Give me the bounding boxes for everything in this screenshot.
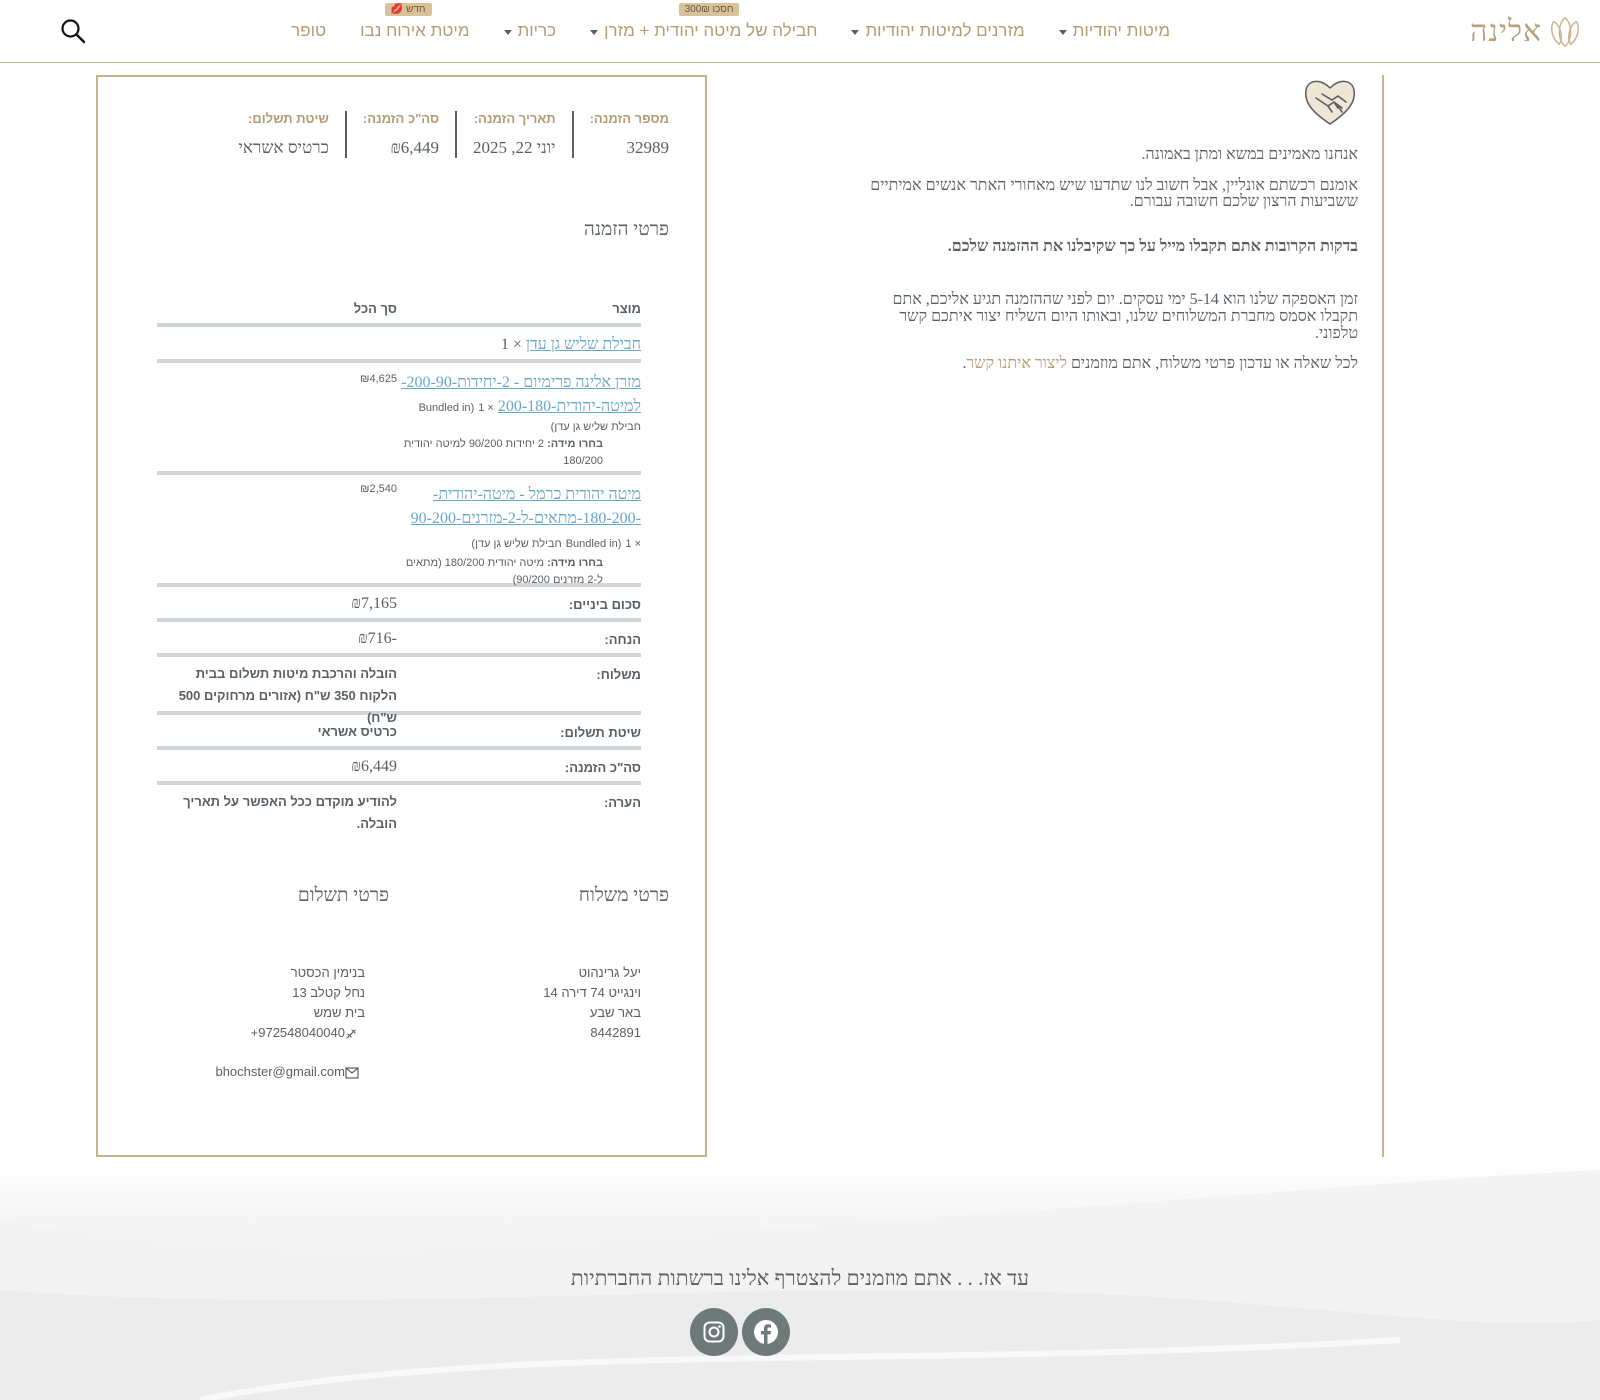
size-info bbox=[401, 436, 641, 470]
summary-total bbox=[157, 750, 641, 785]
intro-contact-note bbox=[858, 356, 1358, 373]
nav-jewish-beds[interactable] bbox=[1059, 21, 1170, 41]
bundled-in: (Bundled in bbox=[565, 538, 622, 550]
table-row bbox=[157, 475, 641, 587]
search-icon[interactable] bbox=[60, 18, 86, 44]
summary-label: משלוח: bbox=[596, 667, 641, 682]
order-total bbox=[345, 111, 455, 158]
billing-email: bhochster@gmail.com bbox=[215, 1064, 345, 1079]
summary-value: ₪7,165 bbox=[351, 595, 397, 612]
billing-email-row bbox=[215, 1062, 365, 1082]
bundle-name: חבילת שליש גן עדן) bbox=[471, 538, 562, 550]
envelope-icon bbox=[345, 1067, 359, 1079]
intro-line: אנחנו מאמינים במשא ומתן באמונה. bbox=[1141, 145, 1358, 163]
size-info bbox=[401, 555, 641, 589]
summary-value: כרטיס אשראי bbox=[317, 724, 397, 739]
product-link[interactable]: מיטה יהודית כרמל - מיטה-יהודית--180-200-מתאים-ל-2-מזרנים-90-200 bbox=[410, 486, 641, 527]
facebook-icon bbox=[753, 1319, 779, 1345]
summary-shipping bbox=[157, 657, 641, 725]
item-price: ₪2,540 bbox=[360, 483, 397, 495]
table-header bbox=[157, 293, 641, 327]
summary-note bbox=[157, 785, 641, 843]
intro-delivery-note: זמן האספקה שלנו הוא 5-14 ימי עסקים. יום לפני שההזמנה תגיע אליכם, אתם תקבלו אסמס מחברת המשלוחים שלנו, ובאותו היום השליח יצור איתכם קשר טלפוני. bbox=[892, 290, 1358, 342]
summary-label: סכום ביניים: bbox=[568, 597, 641, 612]
order-number bbox=[572, 111, 669, 158]
social-links bbox=[690, 1308, 790, 1356]
product-qty: × 1 bbox=[500, 336, 522, 353]
shipping-address bbox=[543, 963, 641, 1043]
nav-mattresses[interactable] bbox=[851, 21, 1024, 41]
summary-subtotal bbox=[157, 587, 641, 622]
billing-phone: +972548040040 bbox=[250, 1025, 345, 1040]
chevron-down-icon bbox=[1059, 30, 1067, 35]
billing-address bbox=[215, 963, 365, 1082]
bundle-name: חבילת שליש גן עדן) bbox=[550, 421, 641, 433]
billing-name: בנימין הכסטר bbox=[290, 965, 365, 980]
item-price: ₪4,625 bbox=[360, 373, 397, 385]
summary-value: ₪6,449 bbox=[351, 758, 397, 775]
intro-line: אומנם רכשתם אונליין, אבל חשוב לנו שתדעו שיש מאחורי האתר אנשים אמיתיים ששביעות הרצון שלכם חשובה עבורם. bbox=[870, 176, 1358, 211]
contact-link[interactable]: ליצור איתנו קשר bbox=[966, 355, 1067, 373]
summary-value: -₪716 bbox=[357, 630, 397, 647]
chevron-down-icon bbox=[504, 30, 512, 35]
col-product: מוצר bbox=[612, 301, 641, 316]
nav-bundle[interactable] bbox=[590, 4, 818, 41]
summary-label: סה"כ הזמנה: bbox=[564, 760, 641, 775]
meta-label: תאריך הזמנה: bbox=[473, 111, 556, 126]
order-details-title: פרטי הזמנה bbox=[583, 219, 669, 240]
size-label: בחרו מידה: bbox=[547, 557, 603, 569]
nav-label: מיטת אירוח נבו bbox=[360, 21, 470, 40]
bed-product bbox=[401, 483, 641, 589]
intro-email-note: בדקות הקרובות אתם תקבלו מייל על כך שקיבלנו את ההזמנה שלכם. bbox=[947, 238, 1358, 256]
nav-label: טופר bbox=[291, 21, 327, 40]
order-table bbox=[157, 293, 641, 843]
phone-icon bbox=[345, 1028, 359, 1040]
meta-label: מספר הזמנה: bbox=[589, 111, 669, 126]
shipping-street: וינגייט 74 דירה 14 bbox=[543, 985, 641, 1000]
shipping-name: יעל גרינהוט bbox=[578, 965, 641, 980]
meta-value: יוני 22, 2025 bbox=[473, 138, 556, 157]
logo-leaf-icon bbox=[1546, 14, 1584, 50]
site-footer bbox=[0, 1160, 1600, 1400]
size-value: 2 יחידות 90/200 למיטה יהודית 180/200 bbox=[403, 438, 603, 467]
nav-label: חבילה של מיטה יהודית + מזרן bbox=[604, 21, 818, 40]
chevron-down-icon bbox=[851, 30, 859, 35]
meta-label: שיטת תשלום: bbox=[248, 111, 329, 126]
meta-value: כרטיס אשראי bbox=[238, 138, 329, 157]
summary-label: הנחה: bbox=[604, 632, 641, 647]
summary-label: שיטת תשלום: bbox=[560, 725, 641, 740]
contact-prefix: לכל שאלה או עדכון פרטי משלוח, אתם מוזמנים bbox=[1066, 355, 1358, 373]
nav-label: מזרנים למיטות יהודיות bbox=[865, 21, 1025, 40]
nav-badge-new: חדש 💋 bbox=[385, 3, 432, 16]
payment-method bbox=[222, 111, 345, 158]
shipping-city: באר שבע bbox=[589, 1005, 641, 1020]
nav-label: כריות bbox=[517, 21, 557, 40]
billing-title: פרטי תשלום bbox=[297, 885, 389, 906]
thank-you-message bbox=[858, 76, 1358, 387]
summary-discount bbox=[157, 622, 641, 657]
nav-badge-save: חסכו 300₪ bbox=[679, 3, 740, 16]
product-link[interactable]: מזרן אלינה פרימיום - 2-יחידות-200-90-למיטה-יהודית-200-180 bbox=[401, 374, 641, 415]
bundle-product bbox=[157, 336, 641, 354]
table-row bbox=[157, 363, 641, 475]
contact-suffix: . bbox=[962, 355, 967, 373]
summary-payment bbox=[157, 715, 641, 750]
product-qty: × 1 bbox=[625, 538, 641, 550]
product-link[interactable]: חבילת שליש גן עדן bbox=[525, 336, 641, 353]
order-meta bbox=[222, 111, 669, 158]
billing-phone-row bbox=[215, 1023, 365, 1043]
summary-value: להודיע מוקדם ככל האפשר על תאריך הובלה. bbox=[183, 794, 397, 831]
order-date bbox=[455, 111, 572, 158]
site-header bbox=[0, 0, 1600, 63]
billing-street: נחל קטלב 13 bbox=[292, 985, 365, 1000]
meta-label: סה"כ הזמנה: bbox=[362, 111, 440, 126]
product-qty: × 1 bbox=[478, 402, 494, 414]
logo-text: אלינה bbox=[1470, 15, 1542, 48]
shipping-title: פרטי משלוח bbox=[578, 885, 669, 906]
meta-value: 32989 bbox=[626, 138, 669, 157]
logo[interactable] bbox=[1470, 12, 1584, 52]
size-value: מיטה יהודית 180/200 (מתאים ל-2 מזרנים 90/200) bbox=[405, 557, 603, 586]
summary-value: הובלה והרכבת מיטות תשלום בבית הלקוח 350 ש"ח (אזורים מרחוקים 500 ש"ח) bbox=[178, 666, 397, 725]
bundled-in: (Bundled in bbox=[418, 402, 475, 414]
billing-city: בית שמש bbox=[313, 1005, 365, 1020]
chevron-down-icon bbox=[590, 30, 598, 35]
order-details-box bbox=[96, 75, 707, 1157]
summary-label: הערה: bbox=[603, 795, 641, 810]
facebook-button[interactable] bbox=[742, 1308, 790, 1356]
mattress-product bbox=[401, 371, 641, 470]
main-nav bbox=[291, 0, 1170, 62]
col-total: סך הכל bbox=[353, 301, 397, 316]
nav-topper[interactable] bbox=[291, 21, 326, 41]
footer-social-invite: עד אז. . . אתם מוזמנים להצטרף אלינו ברשתות החברתיות bbox=[570, 1266, 1030, 1290]
nav-pillows[interactable] bbox=[504, 21, 557, 41]
nav-guest-bed[interactable] bbox=[360, 4, 470, 41]
handshake-heart-icon bbox=[1302, 76, 1358, 128]
instagram-icon bbox=[702, 1320, 726, 1344]
meta-value: ₪6,449 bbox=[390, 138, 440, 157]
table-row bbox=[157, 327, 641, 363]
column-divider bbox=[1382, 75, 1384, 1157]
instagram-button[interactable] bbox=[690, 1308, 738, 1356]
nav-label: מיטות יהודיות bbox=[1072, 21, 1170, 40]
size-label: בחרו מידה: bbox=[547, 438, 603, 450]
shipping-zip: 8442891 bbox=[590, 1025, 641, 1040]
